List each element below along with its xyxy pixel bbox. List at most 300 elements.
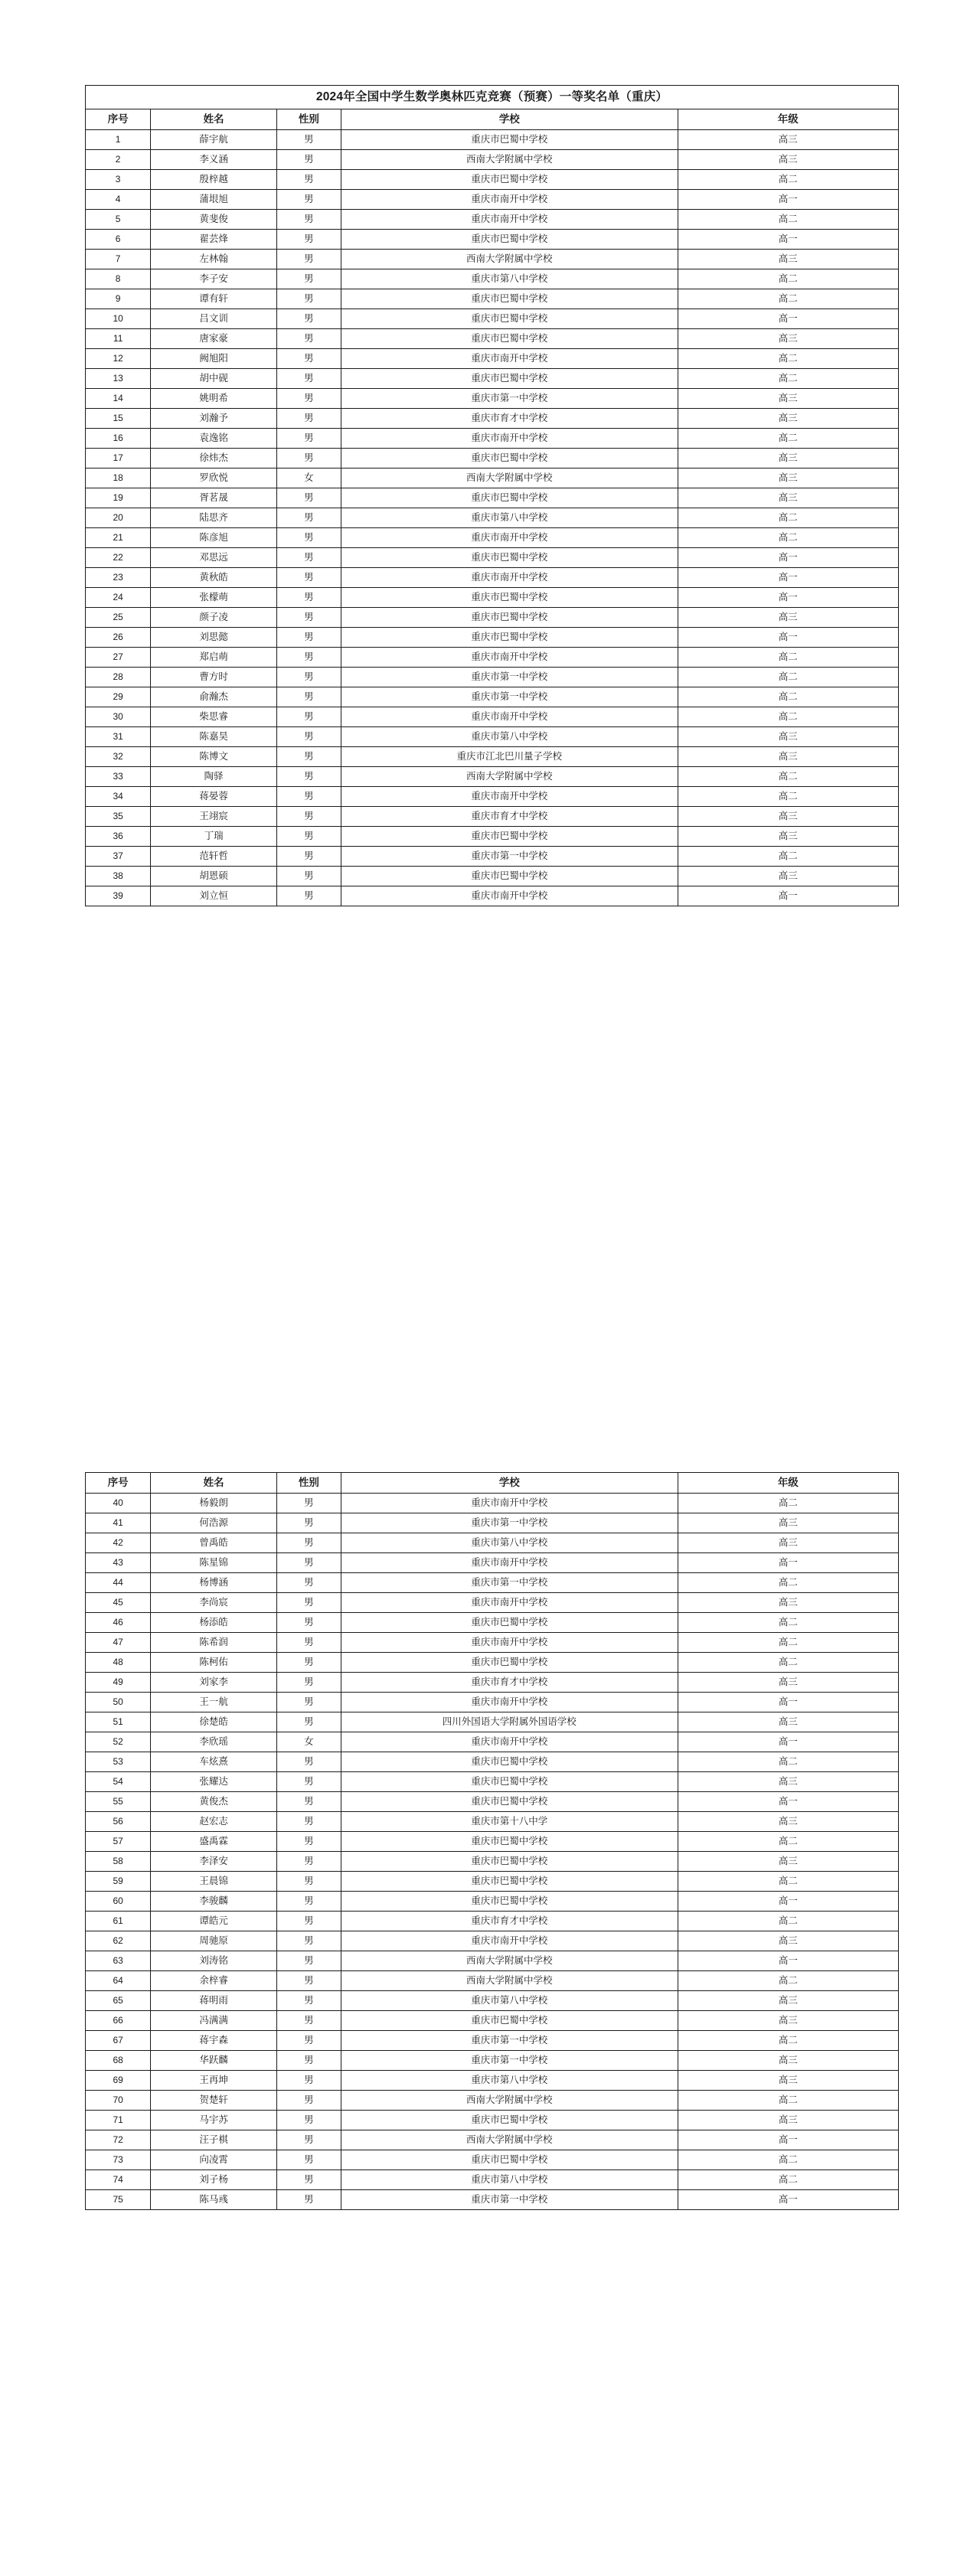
- cell-name: 刘家李: [151, 1673, 277, 1693]
- cell-name: 刘子杨: [151, 2170, 277, 2190]
- cell-sex: 男: [276, 827, 341, 847]
- cell-rank: 17: [86, 449, 151, 469]
- table-row: [86, 1593, 899, 1613]
- cell-rank: 32: [86, 747, 151, 767]
- cell-school: 重庆市巴蜀中学校: [341, 608, 678, 628]
- cell-sex: 男: [276, 269, 341, 289]
- table-row: [86, 568, 899, 588]
- cell-rank: 14: [86, 389, 151, 409]
- cell-name: 蒋明雨: [151, 1991, 277, 2011]
- cell-sex: 女: [276, 1732, 341, 1752]
- cell-grade: 高三: [678, 608, 898, 628]
- cell-grade: 高二: [678, 2031, 898, 2051]
- cell-rank: 35: [86, 807, 151, 827]
- cell-grade: 高二: [678, 349, 898, 369]
- cell-sex: 男: [276, 329, 341, 349]
- cell-rank: 65: [86, 1991, 151, 2011]
- table-row: [86, 1653, 899, 1673]
- table-row: [86, 1533, 899, 1553]
- cell-sex: 男: [276, 1653, 341, 1673]
- cell-sex: 男: [276, 847, 341, 867]
- cell-name: 徐炜杰: [151, 449, 277, 469]
- cell-sex: 男: [276, 1553, 341, 1573]
- cell-sex: 男: [276, 1693, 341, 1712]
- cell-grade: 高三: [678, 2111, 898, 2130]
- cell-grade: 高三: [678, 1991, 898, 2011]
- cell-school: 重庆市南开中学校: [341, 1931, 678, 1951]
- cell-name: 蒋晏蓉: [151, 787, 277, 807]
- cell-grade: 高二: [678, 847, 898, 867]
- cell-grade: 高三: [678, 1772, 898, 1792]
- table-row: [86, 150, 899, 170]
- table-row: [86, 648, 899, 668]
- table-row: [86, 210, 899, 230]
- table-row: [86, 1832, 899, 1852]
- cell-name: 徐楚皓: [151, 1712, 277, 1732]
- cell-sex: 男: [276, 1812, 341, 1832]
- cell-grade: 高三: [678, 1673, 898, 1693]
- cell-name: 陈柯佑: [151, 1653, 277, 1673]
- cell-name: 刘立恒: [151, 886, 277, 906]
- table-row: [86, 309, 899, 329]
- cell-grade: 高三: [678, 130, 898, 150]
- cell-school: 重庆市育才中学校: [341, 1673, 678, 1693]
- table-row: [86, 1971, 899, 1991]
- cell-rank: 70: [86, 2091, 151, 2111]
- table-row: [86, 867, 899, 886]
- cell-sex: 男: [276, 1633, 341, 1653]
- cell-sex: 男: [276, 668, 341, 687]
- cell-name: 李泽安: [151, 1852, 277, 1872]
- cell-name: 唐家豪: [151, 329, 277, 349]
- cell-school: 重庆市巴蜀中学校: [341, 170, 678, 190]
- cell-school: 重庆市巴蜀中学校: [341, 2011, 678, 2031]
- cell-grade: 高一: [678, 1792, 898, 1812]
- table-row: [86, 1673, 899, 1693]
- cell-sex: 男: [276, 1712, 341, 1732]
- cell-rank: 34: [86, 787, 151, 807]
- cell-sex: 男: [276, 170, 341, 190]
- table-row: [86, 727, 899, 747]
- cell-sex: 男: [276, 1772, 341, 1792]
- cell-rank: 15: [86, 409, 151, 429]
- cell-name: 华跃麟: [151, 2051, 277, 2071]
- cell-school: 重庆市南开中学校: [341, 190, 678, 210]
- table-row: [86, 269, 899, 289]
- cell-sex: 男: [276, 230, 341, 250]
- cell-sex: 男: [276, 1852, 341, 1872]
- cell-grade: 高二: [678, 1832, 898, 1852]
- table-row: [86, 389, 899, 409]
- cell-name: 盛禹霖: [151, 1832, 277, 1852]
- cell-sex: 男: [276, 548, 341, 568]
- cell-rank: 29: [86, 687, 151, 707]
- cell-school: 重庆市巴蜀中学校: [341, 548, 678, 568]
- cell-rank: 10: [86, 309, 151, 329]
- cell-school: 重庆市第一中学校: [341, 847, 678, 867]
- cell-school: 重庆市第八中学校: [341, 508, 678, 528]
- cell-sex: 男: [276, 1613, 341, 1633]
- cell-school: 重庆市南开中学校: [341, 210, 678, 230]
- cell-school: 重庆市南开中学校: [341, 648, 678, 668]
- table-row: [86, 1772, 899, 1792]
- table-row: [86, 429, 899, 449]
- cell-rank: 56: [86, 1812, 151, 1832]
- cell-school: 重庆市巴蜀中学校: [341, 2111, 678, 2130]
- cell-name: 李子安: [151, 269, 277, 289]
- cell-school: 重庆市育才中学校: [341, 807, 678, 827]
- cell-sex: 男: [276, 210, 341, 230]
- award-table: [85, 85, 899, 906]
- table-row: [86, 2111, 899, 2130]
- cell-school: 重庆市巴蜀中学校: [341, 449, 678, 469]
- table-row: [86, 190, 899, 210]
- table-row: [86, 767, 899, 787]
- cell-sex: 男: [276, 2130, 341, 2150]
- award-table-part-1: [85, 85, 899, 906]
- cell-name: 陈希润: [151, 1633, 277, 1653]
- cell-rank: 69: [86, 2071, 151, 2091]
- column-header-school: 学校: [341, 1473, 678, 1494]
- cell-grade: 高三: [678, 1712, 898, 1732]
- cell-school: 重庆市巴蜀中学校: [341, 1832, 678, 1852]
- cell-name: 吕文训: [151, 309, 277, 329]
- cell-rank: 26: [86, 628, 151, 648]
- table-row: [86, 2150, 899, 2170]
- cell-sex: 男: [276, 449, 341, 469]
- cell-school: 重庆市第八中学校: [341, 1991, 678, 2011]
- table-row: [86, 847, 899, 867]
- cell-grade: 高二: [678, 1971, 898, 1991]
- cell-name: 刘思懿: [151, 628, 277, 648]
- table-row: [86, 528, 899, 548]
- column-header-school: 学校: [341, 109, 678, 130]
- cell-sex: 女: [276, 469, 341, 488]
- cell-name: 陈彦旭: [151, 528, 277, 548]
- cell-rank: 12: [86, 349, 151, 369]
- cell-rank: 47: [86, 1633, 151, 1653]
- table-row: [86, 807, 899, 827]
- cell-school: 重庆市南开中学校: [341, 1732, 678, 1752]
- cell-name: 蒲垠旭: [151, 190, 277, 210]
- cell-name: 向凌霄: [151, 2150, 277, 2170]
- cell-name: 杨毅朗: [151, 1494, 277, 1513]
- cell-sex: 男: [276, 727, 341, 747]
- cell-sex: 男: [276, 1792, 341, 1812]
- cell-name: 王再坤: [151, 2071, 277, 2091]
- cell-grade: 高二: [678, 1613, 898, 1633]
- table-row: [86, 1553, 899, 1573]
- cell-sex: 男: [276, 767, 341, 787]
- table-header-row: [86, 109, 899, 130]
- cell-sex: 男: [276, 488, 341, 508]
- cell-rank: 54: [86, 1772, 151, 1792]
- cell-rank: 64: [86, 1971, 151, 1991]
- cell-grade: 高二: [678, 1573, 898, 1593]
- table-row: [86, 1613, 899, 1633]
- cell-rank: 73: [86, 2150, 151, 2170]
- cell-rank: 24: [86, 588, 151, 608]
- cell-school: 重庆市巴蜀中学校: [341, 1852, 678, 1872]
- table-row: [86, 668, 899, 687]
- table-row: [86, 2190, 899, 2210]
- cell-rank: 57: [86, 1832, 151, 1852]
- cell-school: 重庆市南开中学校: [341, 787, 678, 807]
- cell-grade: 高二: [678, 2091, 898, 2111]
- table-body-1: [86, 86, 899, 906]
- table-row: [86, 1912, 899, 1931]
- cell-rank: 41: [86, 1513, 151, 1533]
- cell-name: 李义涵: [151, 150, 277, 170]
- cell-name: 胡恩硕: [151, 867, 277, 886]
- table-row: [86, 1693, 899, 1712]
- cell-school: 重庆市第一中学校: [341, 668, 678, 687]
- column-header-name: 姓名: [151, 109, 277, 130]
- cell-school: 重庆市第一中学校: [341, 2190, 678, 2210]
- cell-rank: 9: [86, 289, 151, 309]
- cell-name: 杨博涵: [151, 1573, 277, 1593]
- cell-sex: 男: [276, 787, 341, 807]
- cell-rank: 55: [86, 1792, 151, 1812]
- table-row: [86, 2170, 899, 2190]
- cell-grade: 高三: [678, 1513, 898, 1533]
- cell-rank: 60: [86, 1892, 151, 1912]
- cell-grade: 高三: [678, 1812, 898, 1832]
- cell-rank: 68: [86, 2051, 151, 2071]
- cell-grade: 高二: [678, 369, 898, 389]
- table-row: [86, 250, 899, 269]
- column-header-sex: 性别: [276, 1473, 341, 1494]
- cell-sex: 男: [276, 1931, 341, 1951]
- table-row: [86, 349, 899, 369]
- table-row: [86, 787, 899, 807]
- cell-sex: 男: [276, 886, 341, 906]
- cell-sex: 男: [276, 409, 341, 429]
- cell-grade: 高二: [678, 787, 898, 807]
- cell-school: 重庆市巴蜀中学校: [341, 130, 678, 150]
- cell-rank: 5: [86, 210, 151, 230]
- cell-sex: 男: [276, 1872, 341, 1892]
- cell-grade: 高三: [678, 329, 898, 349]
- cell-rank: 48: [86, 1653, 151, 1673]
- cell-school: 重庆市巴蜀中学校: [341, 230, 678, 250]
- cell-sex: 男: [276, 250, 341, 269]
- cell-sex: 男: [276, 2011, 341, 2031]
- cell-rank: 21: [86, 528, 151, 548]
- table-row: [86, 1712, 899, 1732]
- cell-sex: 男: [276, 807, 341, 827]
- cell-school: 重庆市第十八中学: [341, 1812, 678, 1832]
- cell-sex: 男: [276, 1752, 341, 1772]
- cell-name: 黄俊杰: [151, 1792, 277, 1812]
- cell-rank: 36: [86, 827, 151, 847]
- cell-name: 曹方时: [151, 668, 277, 687]
- cell-name: 王晨锦: [151, 1872, 277, 1892]
- cell-name: 李骏麟: [151, 1892, 277, 1912]
- cell-grade: 高三: [678, 1852, 898, 1872]
- cell-rank: 46: [86, 1613, 151, 1633]
- cell-sex: 男: [276, 2170, 341, 2190]
- table-row: [86, 2091, 899, 2111]
- table-row: [86, 1752, 899, 1772]
- cell-sex: 男: [276, 389, 341, 409]
- cell-rank: 27: [86, 648, 151, 668]
- column-header-rank: 序号: [86, 109, 151, 130]
- cell-name: 蒋宇森: [151, 2031, 277, 2051]
- cell-name: 陆思齐: [151, 508, 277, 528]
- cell-name: 马宇苏: [151, 2111, 277, 2130]
- cell-sex: 男: [276, 150, 341, 170]
- cell-sex: 男: [276, 867, 341, 886]
- cell-rank: 49: [86, 1673, 151, 1693]
- table-row: [86, 1872, 899, 1892]
- cell-grade: 高三: [678, 867, 898, 886]
- table-row: [86, 449, 899, 469]
- cell-sex: 男: [276, 2091, 341, 2111]
- cell-grade: 高二: [678, 1912, 898, 1931]
- cell-rank: 50: [86, 1693, 151, 1712]
- table-row: [86, 1892, 899, 1912]
- award-table-part-2: [85, 1472, 899, 2210]
- cell-school: 重庆市第八中学校: [341, 727, 678, 747]
- cell-name: 阙旭阳: [151, 349, 277, 369]
- table-row: [86, 707, 899, 727]
- cell-sex: 男: [276, 1494, 341, 1513]
- cell-sex: 男: [276, 1951, 341, 1971]
- cell-name: 张耀达: [151, 1772, 277, 1792]
- cell-name: 黄斐俊: [151, 210, 277, 230]
- cell-rank: 31: [86, 727, 151, 747]
- cell-grade: 高二: [678, 210, 898, 230]
- cell-school: 重庆市南开中学校: [341, 707, 678, 727]
- cell-name: 王一航: [151, 1693, 277, 1712]
- cell-school: 重庆市巴蜀中学校: [341, 628, 678, 648]
- cell-school: 重庆市江北巴川量子学校: [341, 747, 678, 767]
- cell-school: 西南大学附属中学校: [341, 767, 678, 787]
- cell-school: 重庆市南开中学校: [341, 1693, 678, 1712]
- cell-rank: 25: [86, 608, 151, 628]
- cell-name: 邓思远: [151, 548, 277, 568]
- column-header-rank: 序号: [86, 1473, 151, 1494]
- cell-name: 张檬萌: [151, 588, 277, 608]
- cell-rank: 40: [86, 1494, 151, 1513]
- cell-name: 黄秋皓: [151, 568, 277, 588]
- cell-school: 重庆市第一中学校: [341, 1513, 678, 1533]
- cell-school: 西南大学附属中学校: [341, 469, 678, 488]
- cell-rank: 59: [86, 1872, 151, 1892]
- cell-rank: 67: [86, 2031, 151, 2051]
- cell-grade: 高三: [678, 1533, 898, 1553]
- cell-rank: 23: [86, 568, 151, 588]
- cell-school: 重庆市南开中学校: [341, 528, 678, 548]
- table-row: [86, 548, 899, 568]
- table-row: [86, 1852, 899, 1872]
- cell-sex: 男: [276, 2071, 341, 2091]
- cell-rank: 37: [86, 847, 151, 867]
- table-row: [86, 1792, 899, 1812]
- cell-school: 重庆市第八中学校: [341, 2170, 678, 2190]
- cell-school: 重庆市巴蜀中学校: [341, 1772, 678, 1792]
- cell-sex: 男: [276, 648, 341, 668]
- cell-name: 殷梓越: [151, 170, 277, 190]
- cell-name: 柴思睿: [151, 707, 277, 727]
- cell-grade: 高二: [678, 767, 898, 787]
- cell-school: 重庆市巴蜀中学校: [341, 369, 678, 389]
- cell-name: 左林翰: [151, 250, 277, 269]
- cell-grade: 高一: [678, 1553, 898, 1573]
- cell-grade: 高一: [678, 1892, 898, 1912]
- table-row: [86, 1732, 899, 1752]
- cell-rank: 1: [86, 130, 151, 150]
- table-row: [86, 508, 899, 528]
- table-row: [86, 1951, 899, 1971]
- table-row: [86, 588, 899, 608]
- cell-rank: 13: [86, 369, 151, 389]
- cell-grade: 高二: [678, 528, 898, 548]
- cell-rank: 53: [86, 1752, 151, 1772]
- cell-rank: 8: [86, 269, 151, 289]
- cell-school: 重庆市第一中学校: [341, 1573, 678, 1593]
- cell-sex: 男: [276, 628, 341, 648]
- cell-grade: 高一: [678, 628, 898, 648]
- cell-sex: 男: [276, 1513, 341, 1533]
- cell-school: 西南大学附属中学校: [341, 250, 678, 269]
- cell-name: 谭皓元: [151, 1912, 277, 1931]
- cell-school: 重庆市第八中学校: [341, 2071, 678, 2091]
- table-row: [86, 409, 899, 429]
- cell-name: 陈博文: [151, 747, 277, 767]
- cell-sex: 男: [276, 687, 341, 707]
- cell-name: 翟芸烽: [151, 230, 277, 250]
- table-row: [86, 1931, 899, 1951]
- table-row: [86, 469, 899, 488]
- cell-school: 重庆市南开中学校: [341, 568, 678, 588]
- cell-grade: 高二: [678, 508, 898, 528]
- cell-sex: 男: [276, 568, 341, 588]
- cell-rank: 16: [86, 429, 151, 449]
- table-row: [86, 1513, 899, 1533]
- cell-school: 重庆市巴蜀中学校: [341, 588, 678, 608]
- cell-school: 西南大学附属中学校: [341, 1971, 678, 1991]
- cell-school: 重庆市育才中学校: [341, 1912, 678, 1931]
- cell-rank: 33: [86, 767, 151, 787]
- cell-sex: 男: [276, 588, 341, 608]
- cell-rank: 38: [86, 867, 151, 886]
- cell-name: 贺楚轩: [151, 2091, 277, 2111]
- cell-name: 陶驿: [151, 767, 277, 787]
- cell-school: 西南大学附属中学校: [341, 2091, 678, 2111]
- table-row: [86, 289, 899, 309]
- cell-sex: 男: [276, 1533, 341, 1553]
- cell-name: 胥茗晟: [151, 488, 277, 508]
- cell-school: 重庆市第一中学校: [341, 687, 678, 707]
- cell-rank: 18: [86, 469, 151, 488]
- cell-rank: 51: [86, 1712, 151, 1732]
- cell-name: 颜子凌: [151, 608, 277, 628]
- cell-grade: 高一: [678, 190, 898, 210]
- table-row: [86, 2071, 899, 2091]
- cell-grade: 高三: [678, 150, 898, 170]
- cell-school: 西南大学附属中学校: [341, 150, 678, 170]
- cell-rank: 63: [86, 1951, 151, 1971]
- table-body-2: [86, 1473, 899, 2210]
- cell-sex: 男: [276, 1892, 341, 1912]
- cell-sex: 男: [276, 508, 341, 528]
- cell-school: 重庆市巴蜀中学校: [341, 867, 678, 886]
- cell-rank: 52: [86, 1732, 151, 1752]
- cell-grade: 高三: [678, 1593, 898, 1613]
- cell-grade: 高三: [678, 2071, 898, 2091]
